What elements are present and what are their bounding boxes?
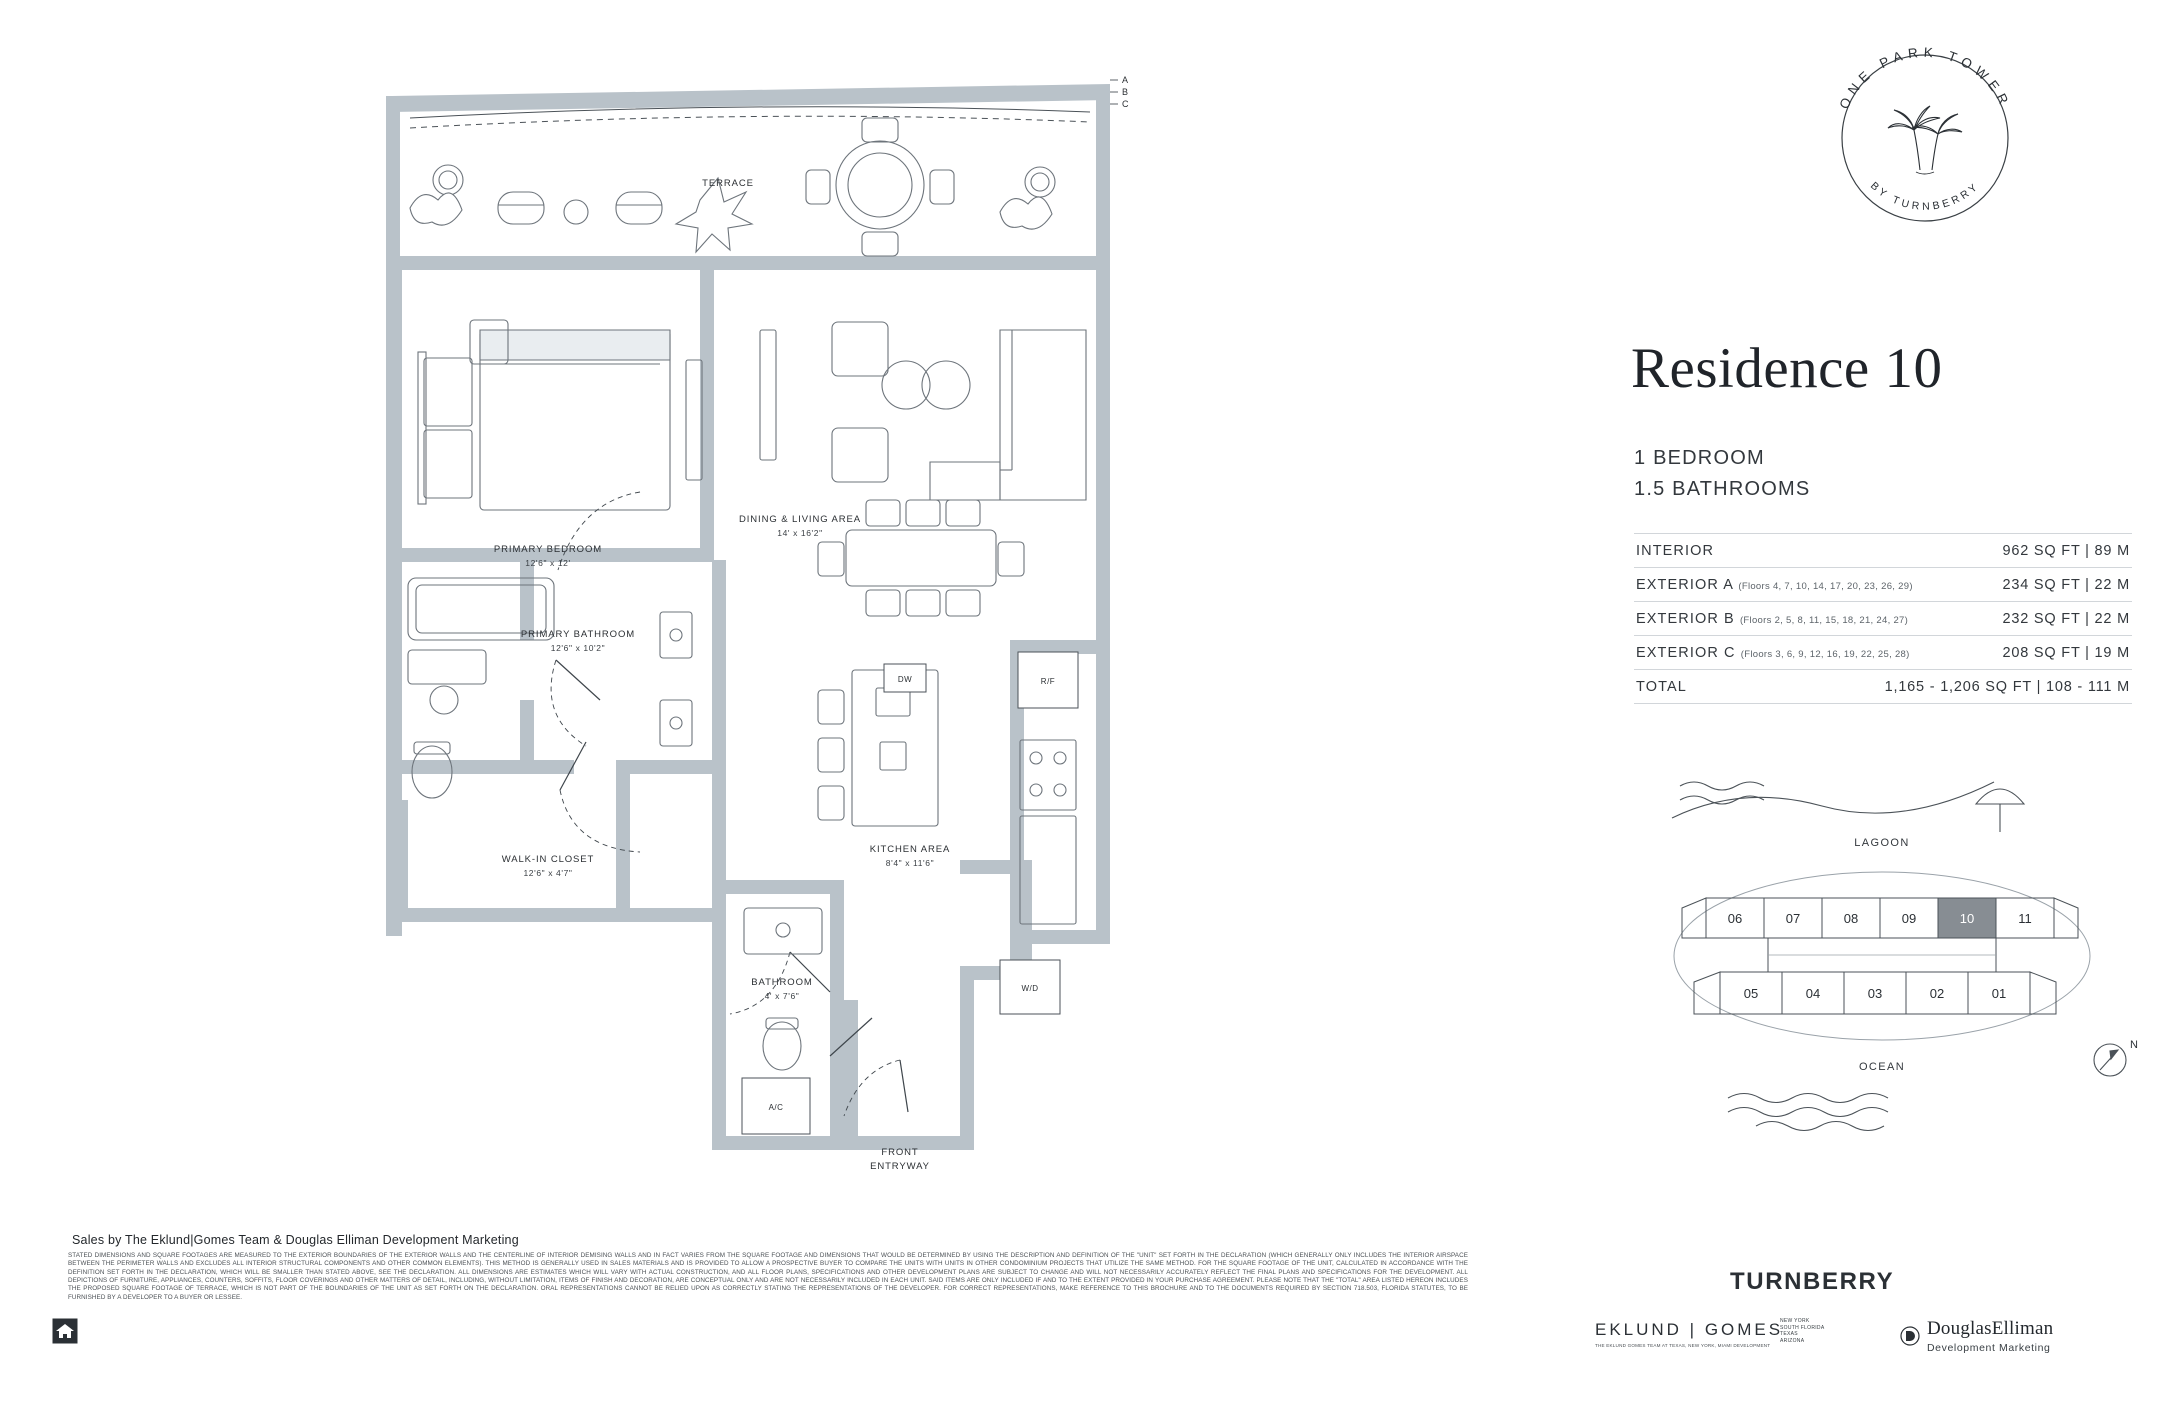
area-spec-table — [1634, 533, 2132, 704]
appliance-label-wd: W/D — [1021, 984, 1039, 993]
axis-label-a: A — [1122, 75, 1129, 85]
table-row — [1634, 636, 2132, 670]
room-label-entry: FRONT — [881, 1147, 919, 1158]
room-label-terrace: TERRACE — [702, 178, 754, 189]
palm-trees-icon — [1888, 106, 1962, 174]
bedroom-furniture — [418, 320, 776, 510]
spec-label-interior: INTERIOR — [1636, 543, 1715, 559]
room-label-entry-2: ENTRYWAY — [870, 1161, 930, 1172]
brand-logo — [1820, 42, 2030, 222]
room-dims-bathroom: 4' x 7'6" — [764, 991, 800, 1001]
spec-value-exterior-c: 208 SQ FT | 19 M — [2002, 645, 2130, 661]
spec-value-exterior-b: 232 SQ FT | 22 M — [2002, 611, 2130, 627]
douglas-elliman-name: DouglasElliman — [1927, 1318, 2054, 1339]
eklund-gomes-logo — [1595, 1320, 1783, 1349]
legal-disclaimer: STATED DIMENSIONS AND SQUARE FOOTAGES ARE MEASURED TO THE EXTERIOR BOUNDARIES OF THE EXTERIOR WALLS AND THE CENTERLINE OF INTERIOR DEMISING WALLS AND IN FACT VARIES FROM THE SQUARE FOOTAGE AND DIMENSIONS THAT WOULD BE DETERMINED BY USING THE DESCRIPTION AND DEFINITION OF THE "UNIT" SET FORTH IN THE DECLARATION (WHICH GENERALLY ONLY INCLUDES THE INTERIOR AIRSPACE BETWEEN THE PERIMETER WALLS AND EXCLUDES ALL INTERIOR STRUCTURAL COMPONENTS AND OTHER COMMON ELEMENTS). THIS METHOD IS GENERALLY USED IN SALES MATERIALS AND IS PROVIDED TO ALLOW A PROSPECTIVE BUYER TO COMPARE THE UNITS WITH UNITS IN OTHER CONDOMINIUM PROJECTS THAT UTILIZE THE SAME METHOD. FOR THE SQUARE FOOTAGE OF THE UNIT, CALCULATED IN ACCORDANCE WITH THE DEFINITION SET FORTH IN THE DECLARATION, WHICH WILL BE SMALLER THAN STATED ABOVE, SEE THE DECLARATION. ALL DIMENSIONS ARE ESTIMATES WHICH WILL VARY WITH ACTUAL CONSTRUCTION, AND ALL FLOOR PLANS, SPECIFICATIONS AND OTHER DEVELOPMENT PLANS ARE SUBJECT TO CHANGE AND WILL NOT NECESSARILY ACCURATELY REFLECT THE FINAL PLANS AND SPECIFICATIONS FOR THE DEVELOPMENT. ALL DEPICTIONS OF FURNITURE, APPLIANCES, COUNTERS, SOFFITS, FLOOR COVERINGS AND OTHER MATTERS OF DETAIL, INCLUDING, WITHOUT LIMITATION, ITEMS OF FINISH AND DECORATION, ARE CONCEPTUAL ONLY AND ARE NOT NECESSARILY INCLUDED IN EACH UNIT. SAID ITEMS ARE ONLY INCLUDED IF AND TO THE EXTENT PROVIDED IN YOUR PURCHASE AGREEMENT. PLEASE NOTE THAT THE "TOTAL" AREA LISTED HEREON INCLUDES THE PROPOSED SQUARE FOOTAGE OF TERRACE, WHICH IS NOT PART OF THE BOUNDARIES OF THE UNIT AS SET FORTH ON THE DECLARATION. ORAL REPRESENTATIONS CANNOT BE RELIED UPON AS CORRECTLY STATING THE REPRESENTATIONS OF THE DEVELOPER. FOR CORRECT REPRESENTATIONS, MAKE REFERENCE TO THIS BROCHURE AND TO THE DOCUMENTS REQUIRED BY SECTION 718.503, FLORIDA STATUTES, TO BE FURNISHED BY A DEVELOPER TO A BUYER OR LESSEE. — [68, 1252, 1468, 1301]
lagoon-waves-icon — [1672, 782, 1994, 818]
sales-credit: Sales by The Eklund|Gomes Team & Douglas Elliman Development Marketing — [72, 1233, 519, 1247]
svg-text:ONE PARK TOWER: ONE PARK TOWER — [1836, 44, 2014, 112]
table-row — [1634, 533, 2132, 568]
turnberry-logo: TURNBERRY — [1730, 1268, 1895, 1295]
room-label-kitchen: KITCHEN AREA — [869, 844, 951, 855]
lagoon-label: LAGOON — [1854, 837, 1910, 849]
spec-label-exterior-a: EXTERIOR A — [1636, 577, 1734, 593]
axis-label-b: B — [1122, 87, 1129, 97]
appliance-label-rf: R/F — [1040, 677, 1056, 686]
spec-value-total: 1,165 - 1,206 SQ FT | 108 - 111 M — [1884, 679, 2130, 695]
svg-text:BY TURNBERRY: BY TURNBERRY — [1867, 179, 1983, 213]
bathroom-fixtures — [744, 908, 822, 1070]
residence-summary — [1634, 443, 1810, 505]
info-panel — [1590, 0, 2176, 1408]
room-dims-living: 14' x 16'2" — [777, 528, 823, 538]
room-label-primary-bath: PRIMARY BATHROOM — [520, 629, 636, 640]
keyplan-unit-11[interactable]: 11 — [2018, 911, 2032, 926]
keyplan-unit-07[interactable]: 07 — [1785, 911, 1801, 926]
north-arrow-icon — [2094, 1044, 2126, 1076]
spec-label-total: TOTAL — [1636, 679, 1687, 695]
spec-label-exterior-b: EXTERIOR B — [1636, 611, 1735, 627]
keyplan-unit-02[interactable]: 02 — [1929, 986, 1945, 1001]
room-label-primary-bedroom: PRIMARY BEDROOM — [493, 544, 603, 555]
north-label: N — [2130, 1039, 2138, 1051]
keyplan-unit-05[interactable]: 05 — [1743, 986, 1759, 1001]
keyplan-unit-06[interactable]: 06 — [1727, 911, 1743, 926]
eklund-gomes-name: EKLUND | GOMES — [1595, 1320, 1784, 1339]
eklund-gomes-sub: THE EKLUND GOMES TEAM AT TEXAS, NEW YORK, MIAMI DEVELOPMENT — [1595, 1343, 1771, 1348]
spec-value-interior: 962 SQ FT | 89 M — [2002, 543, 2130, 559]
room-label-closet: WALK-IN CLOSET — [501, 854, 595, 865]
keyplan-unit-01[interactable]: 01 — [1991, 986, 2007, 1001]
keyplan-unit-04[interactable]: 04 — [1805, 986, 1821, 1001]
eklund-gomes-markets: NEW YORK SOUTH FLORIDA TEXAS ARIZONA — [1780, 1318, 1825, 1344]
keyplan-unit-08[interactable]: 08 — [1843, 911, 1859, 926]
room-dims-closet: 12'6" x 4'7" — [523, 868, 573, 878]
spec-floors-exterior-c: (Floors 3, 6, 9, 12, 16, 19, 22, 25, 28) — [1740, 649, 1910, 660]
spec-floors-exterior-b: (Floors 2, 5, 8, 11, 15, 18, 21, 24, 27) — [1739, 615, 1909, 626]
table-row — [1634, 568, 2132, 602]
room-label-bathroom: BATHROOM — [751, 977, 813, 988]
axis-label-c: C — [1122, 99, 1129, 109]
spec-floors-exterior-a: (Floors 4, 7, 10, 14, 17, 20, 23, 26, 29) — [1738, 581, 1913, 592]
table-row — [1634, 602, 2132, 636]
equal-housing-opportunity-icon — [52, 1318, 78, 1344]
spec-value-exterior-a: 234 SQ FT | 22 M — [2002, 577, 2130, 593]
page-title: Residence 10 — [1631, 337, 1943, 400]
keyplan-unit-03[interactable]: 03 — [1867, 986, 1883, 1001]
living-furniture — [818, 322, 1086, 616]
ocean-label: OCEAN — [1858, 1061, 1906, 1073]
douglas-elliman-mark-icon — [1900, 1326, 1920, 1346]
bedroom-count: 1 BEDROOM — [1634, 447, 1765, 469]
beach-umbrella-icon — [1976, 789, 2024, 832]
room-dims-primary-bath: 12'6" x 10'2" — [550, 643, 606, 653]
table-row — [1634, 670, 2132, 704]
room-label-living: DINING & LIVING AREA — [739, 514, 861, 525]
appliance-label-dw: DW — [897, 675, 913, 684]
douglas-elliman-logo — [1900, 1318, 2053, 1354]
douglas-elliman-sub: Development Marketing — [1927, 1342, 2051, 1354]
appliance-label-ac: A/C — [768, 1103, 784, 1112]
bathroom-count: 1.5 BATHROOMS — [1634, 478, 1811, 500]
room-dims-kitchen: 8'4" x 11'6" — [885, 858, 935, 868]
ocean-waves-icon — [1728, 1094, 1888, 1131]
key-plan — [1610, 760, 2156, 1150]
room-dims-primary-bedroom: 12'6" x 12' — [525, 558, 571, 568]
spec-label-exterior-c: EXTERIOR C — [1636, 645, 1736, 661]
keyplan-unit-09[interactable]: 09 — [1901, 911, 1917, 926]
keyplan-unit-10-highlighted[interactable]: 10 — [1959, 911, 1975, 926]
